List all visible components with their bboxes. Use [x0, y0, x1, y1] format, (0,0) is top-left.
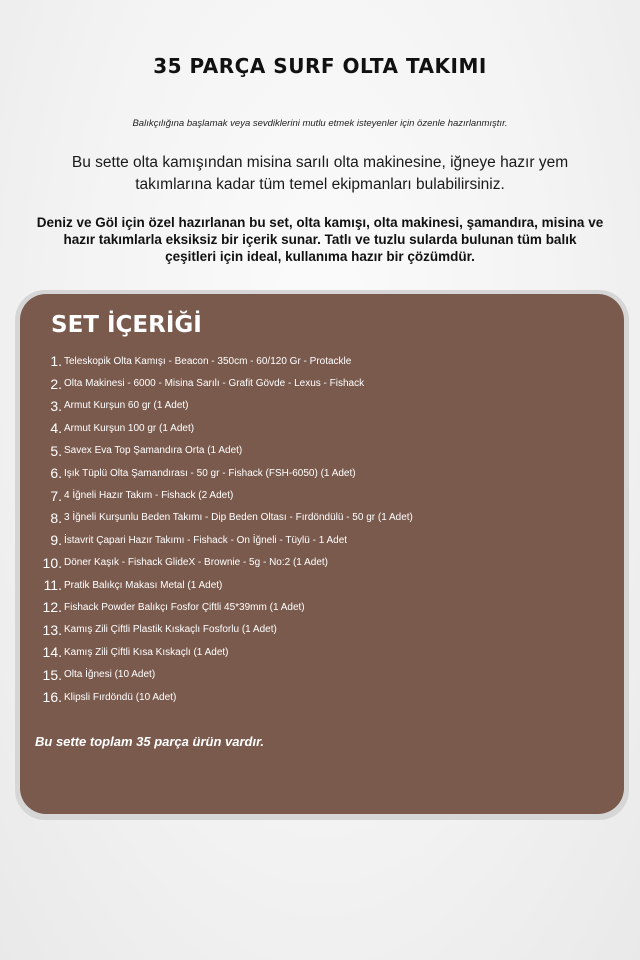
intro-line: takımlarına kadar tüm temel ekipmanları bulabilirsiniz.	[135, 176, 505, 193]
total-note: Bu sette toplam 35 parça ürün vardır.	[35, 734, 265, 749]
list-item	[20, 619, 624, 641]
list-item	[20, 507, 624, 529]
item-text: Pratik Balıkçı Makası Metal (1 Adet)	[64, 579, 223, 591]
item-text: Kamış Zili Çiftli Kısa Kıskaçlı (1 Adet)	[64, 646, 229, 658]
item-number: 16.	[42, 689, 62, 706]
item-number: 2.	[50, 375, 62, 392]
item-number: 9.	[50, 532, 62, 549]
item-number: 5.	[50, 442, 62, 459]
list-item	[20, 574, 624, 596]
list-item	[20, 462, 624, 484]
item-number: 6.	[50, 465, 62, 482]
list-item	[20, 484, 624, 506]
set-contents-list	[20, 350, 624, 708]
list-item	[20, 529, 624, 551]
highlight-line: hazır takımlarla eksiksiz bir içerik sunar. Tatlı ve tuzlu sularda bulunan tüm balık	[63, 232, 577, 247]
item-text: Teleskopik Olta Kamışı - Beacon - 350cm - 60/120 Gr - Protackle	[64, 355, 352, 367]
highlight-line: Deniz ve Göl için özel hazırlanan bu set, olta kamışı, olta makinesi, şamandıra, misina ve	[36, 215, 604, 230]
item-number: 8.	[50, 509, 62, 526]
item-number: 11.	[43, 577, 62, 594]
list-item	[20, 686, 624, 708]
item-text: Armut Kurşun 100 gr (1 Adet)	[64, 422, 195, 434]
item-text: Döner Kaşık - Fishack GlideX - Brownie - 5g - No:2 (1 Adet)	[64, 557, 328, 569]
intro-line: Bu sette olta kamışından misina sarılı olta makinesine, iğneye hazır yem	[71, 154, 569, 171]
list-item	[20, 663, 624, 685]
highlight-paragraph	[10, 214, 630, 265]
list-item	[20, 395, 624, 417]
item-number: 13.	[42, 621, 62, 638]
item-text: Olta İğnesi (10 Adet)	[64, 669, 156, 681]
tagline: Balıkçılığına başlamak veya sevdiklerini mutlu etmek isteyenler için özenle hazırlanmıştır.	[132, 118, 508, 129]
list-item	[20, 350, 624, 372]
item-number: 12.	[42, 599, 62, 616]
page-title: 35 PARÇA SURF OLTA TAKIMI	[153, 54, 487, 78]
item-number: 10.	[42, 554, 62, 571]
item-text: 3 İğneli Kurşunlu Beden Takımı - Dip Beden Oltası - Fırdöndülü - 50 gr (1 Adet)	[64, 512, 413, 524]
item-number: 7.	[50, 487, 62, 504]
item-number: 4.	[50, 420, 62, 437]
set-contents-title: SET İÇERİĞİ	[51, 312, 202, 338]
item-text: Armut Kurşun 60 gr (1 Adet)	[64, 400, 189, 412]
item-number: 14.	[42, 644, 62, 661]
item-text: 4 İğneli Hazır Takım - Fishack (2 Adet)	[64, 490, 234, 502]
item-number: 15.	[42, 666, 62, 683]
set-contents-card	[20, 294, 624, 814]
item-text: Klipsli Fırdöndü (10 Adet)	[64, 691, 177, 703]
item-text: İstavrit Çapari Hazır Takımı - Fishack - On İğneli - Tüylü - 1 Adet	[64, 534, 348, 546]
item-text: Fishack Powder Balıkçı Fosfor Çiftli 45*39mm (1 Adet)	[64, 601, 305, 613]
item-number: 1.	[50, 353, 62, 370]
item-text: Işık Tüplü Olta Şamandırası - 50 gr - Fishack (FSH-6050) (1 Adet)	[64, 467, 356, 479]
highlight-line: çeşitleri için ideal, kullanıma hazır bir çözümdür.	[165, 249, 475, 264]
item-text: Olta Makinesi - 6000 - Misina Sarılı - Grafit Gövde - Lexus - Fishack	[64, 378, 365, 390]
item-number: 3.	[50, 397, 62, 414]
list-item	[20, 417, 624, 439]
list-item	[20, 372, 624, 394]
list-item	[20, 552, 624, 574]
list-item	[20, 596, 624, 618]
item-text: Kamış Zili Çiftli Plastik Kıskaçlı Fosforlu (1 Adet)	[64, 624, 277, 636]
intro-paragraph	[40, 152, 600, 196]
list-item	[20, 641, 624, 663]
list-item	[20, 440, 624, 462]
item-text: Savex Eva Top Şamandıra Orta (1 Adet)	[64, 445, 243, 457]
